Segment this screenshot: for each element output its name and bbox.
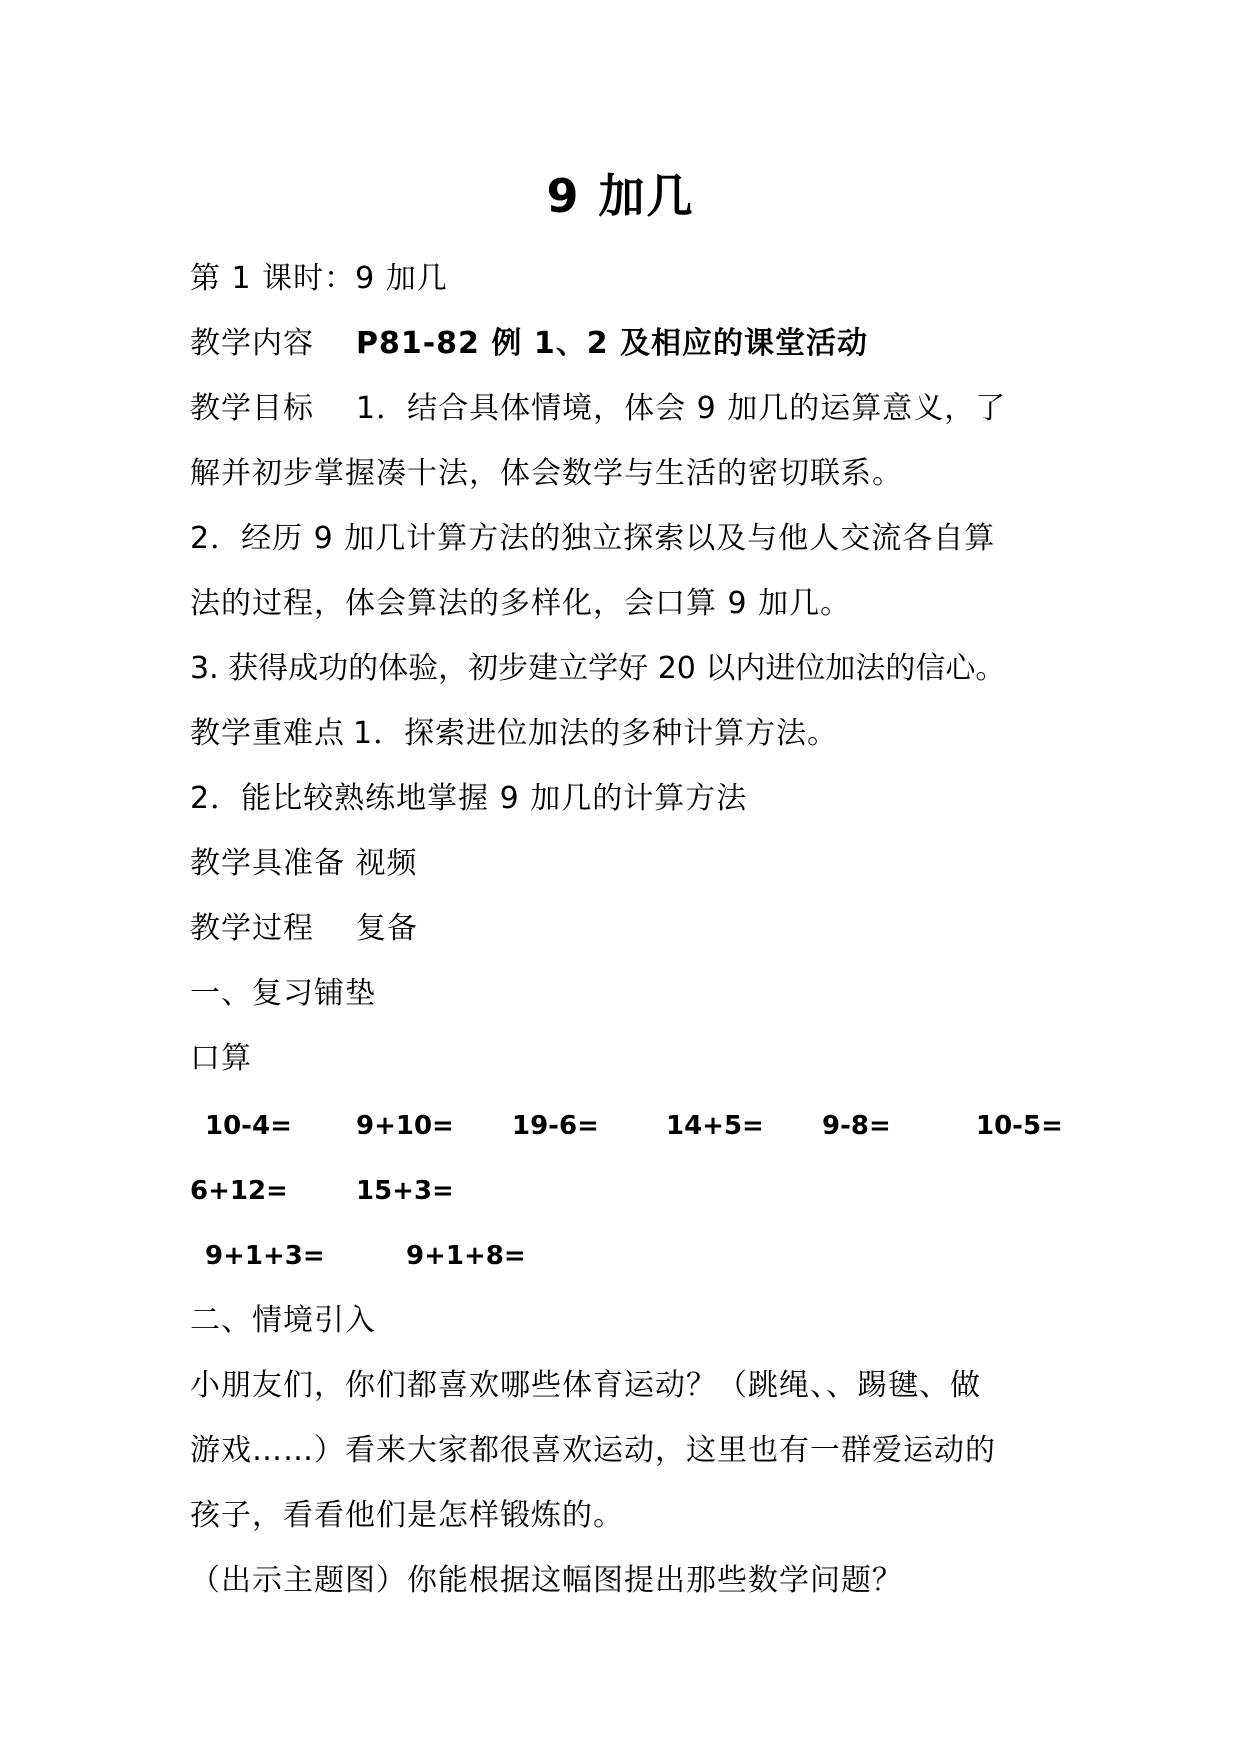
paragraph-1-line3: 孩子，看看他们是怎样锻炼的。	[190, 1498, 624, 1533]
lesson-line	[190, 259, 1070, 299]
objective-1-part1: 1．结合具体情境，体会 9 加几的运算意义，了	[356, 391, 1007, 426]
calc-item: 9-8=	[822, 1111, 891, 1141]
paragraph-1-line1: 小朋友们，你们都喜欢哪些体育运动？（跳绳、、踢毽、做	[190, 1368, 981, 1403]
objective-1-continued: 解并初步掌握凑十法，体会数学与生活的密切联系。	[190, 456, 903, 491]
process-line	[190, 909, 1070, 949]
content-value: P81-82 例 1、2 及相应的课堂活动	[356, 326, 869, 361]
objective-2-line2: 法的过程，体会算法的多样化，会口算 9 加几。	[190, 586, 852, 621]
objective-2-line1: 2．经历 9 加几计算方法的独立探索以及与他人交流各自算	[190, 521, 996, 556]
calc-item: 10-5=	[976, 1111, 1063, 1141]
calc-item: 19-6=	[512, 1111, 599, 1141]
calc-item: 9+1+3=	[205, 1241, 325, 1271]
prep-line: 教学具准备 视频	[190, 846, 418, 881]
paragraph-2: （出示主题图）你能根据这幅图提出那些数学问题？	[190, 1563, 903, 1598]
keypoints-line	[190, 714, 1070, 754]
objective-3-line: 3. 获得成功的体验，初步建立学好 20 以内进位加法的信心。	[190, 651, 1006, 686]
section-2-heading: 二、情境引入	[190, 1303, 376, 1338]
keypoint-2-line: 2．能比较熟练地掌握 9 加几的计算方法	[190, 781, 748, 816]
keypoints-label: 教学重难点	[190, 716, 345, 751]
calc-item: 10-4=	[205, 1111, 292, 1141]
content-label: 教学内容	[190, 326, 314, 361]
calc-item: 9+1+8=	[406, 1241, 526, 1271]
keypoint-1: 1．探索进位加法的多种计算方法。	[353, 716, 839, 751]
objectives-label: 教学目标	[190, 391, 314, 426]
process-value: 复备	[356, 911, 418, 946]
calc-item: 9+10=	[356, 1111, 454, 1141]
lesson-text: 第 1 课时：9 加几	[190, 261, 448, 296]
oral-calc-label: 口算	[190, 1041, 252, 1076]
document-title: 9 加几	[546, 169, 695, 223]
objectives-line	[190, 389, 1070, 429]
section-1-heading: 一、复习铺垫	[190, 976, 376, 1011]
process-label: 教学过程	[190, 911, 314, 946]
calc-item: 14+5=	[666, 1111, 764, 1141]
paragraph-1-line2: 游戏……）看来大家都很喜欢运动，这里也有一群爱运动的	[190, 1433, 996, 1468]
content-line	[190, 324, 1070, 364]
calc-item: 6+12=	[190, 1176, 288, 1206]
calc-item: 15+3=	[356, 1176, 454, 1206]
